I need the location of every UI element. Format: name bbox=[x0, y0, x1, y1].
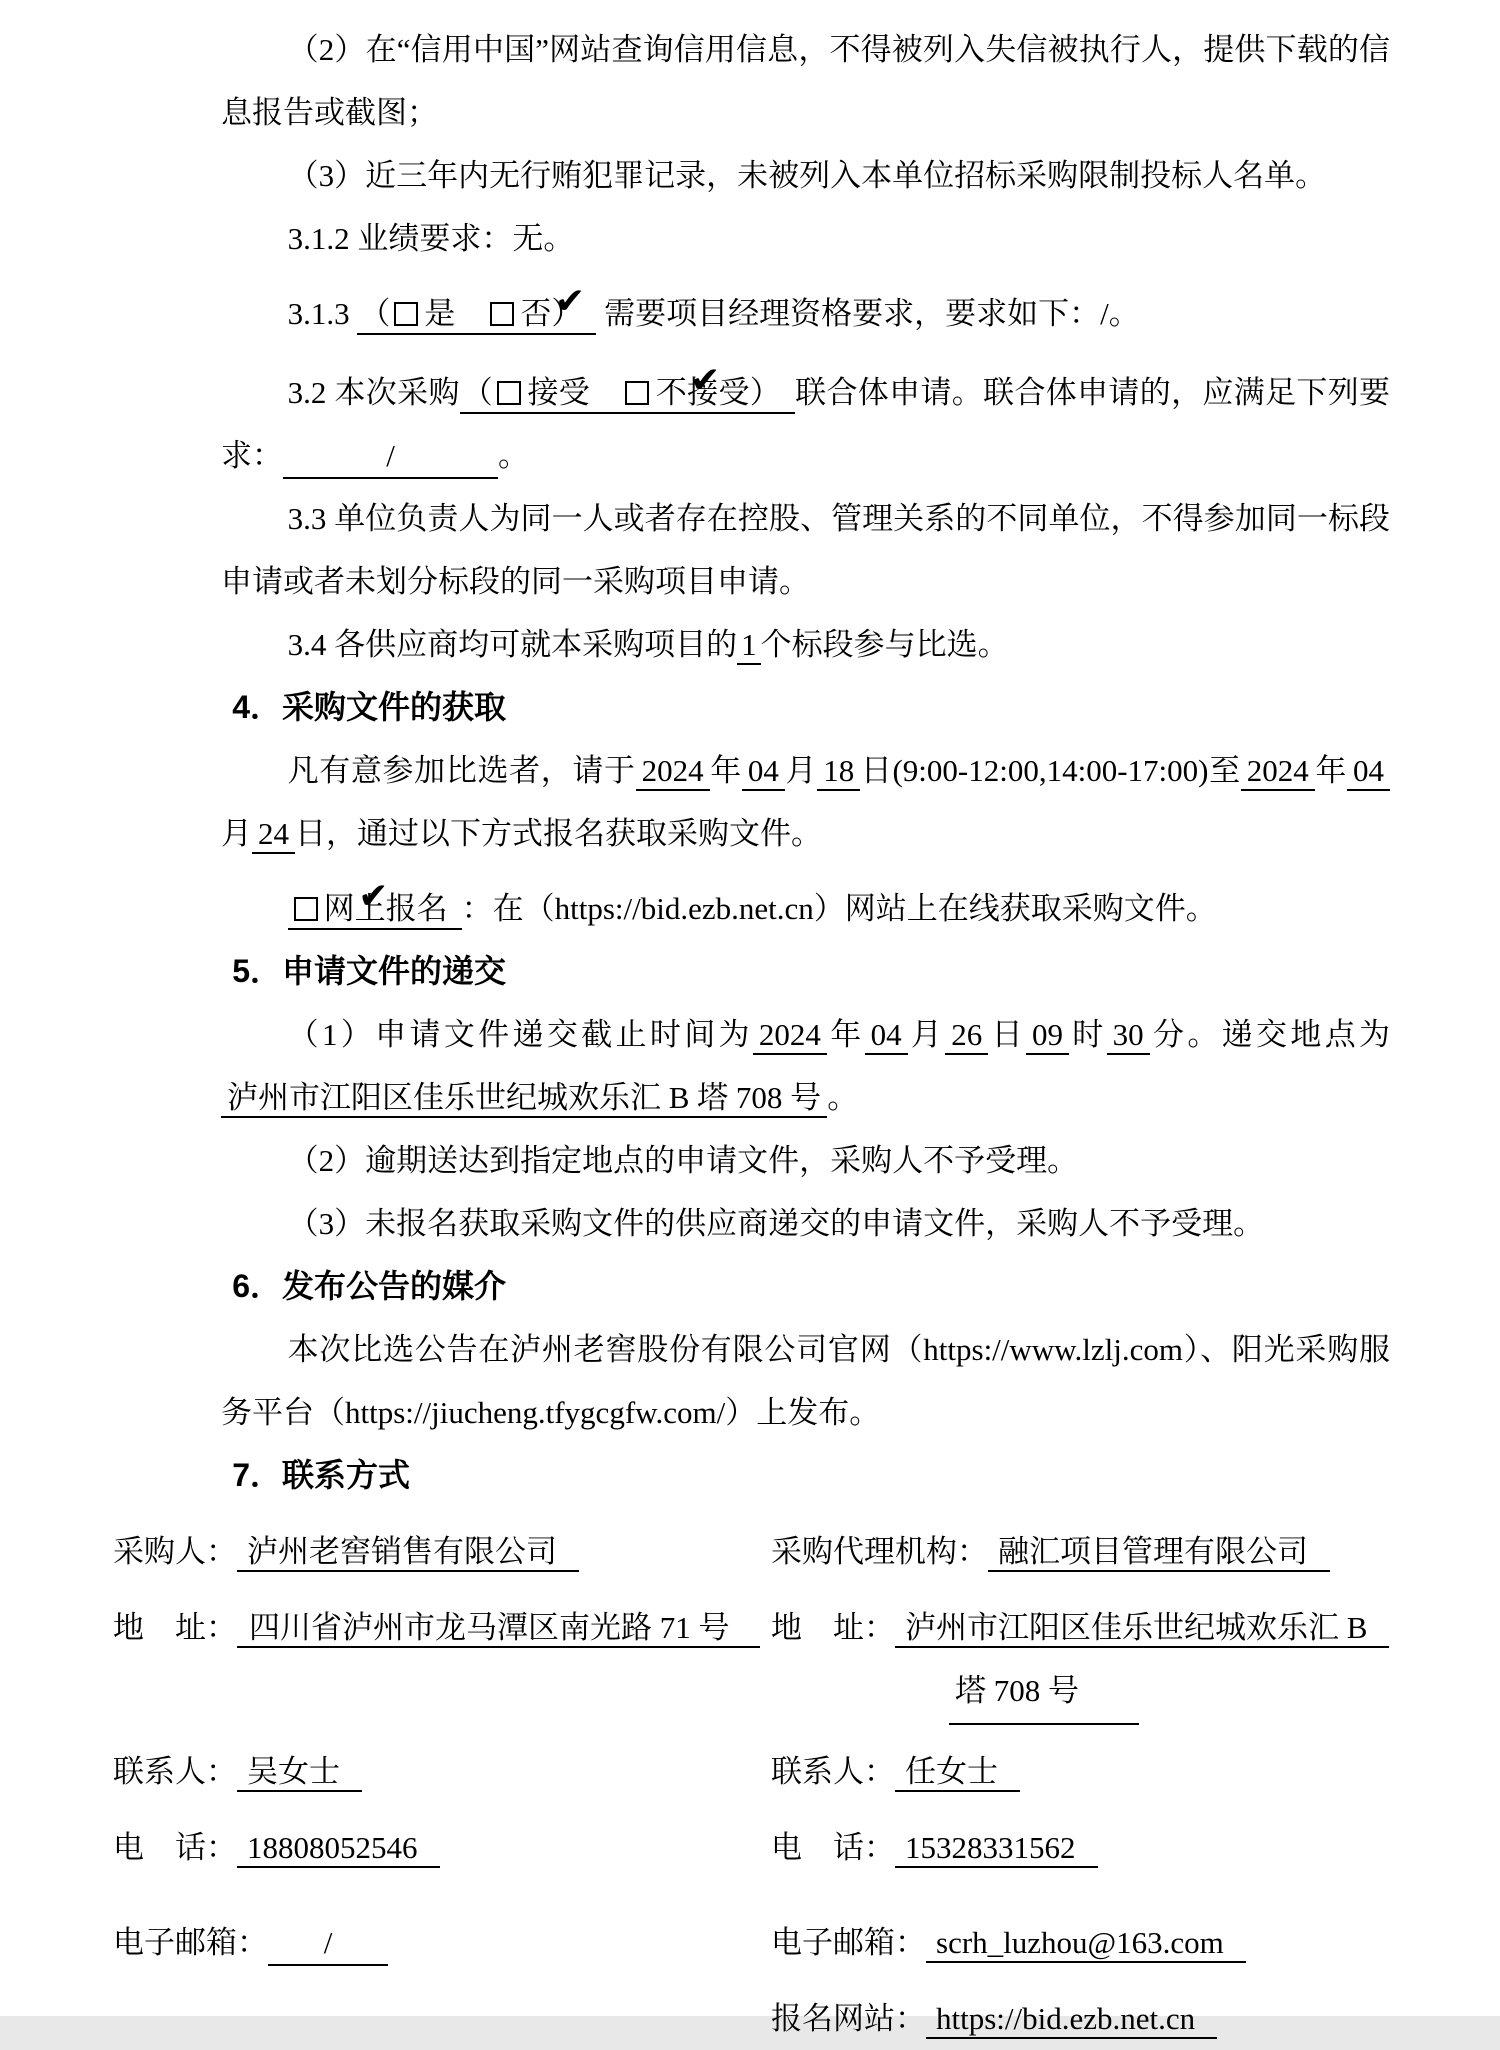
hour-underlined: 09 bbox=[1026, 1017, 1069, 1055]
paragraph-announcement-media bbox=[221, 1318, 1390, 1444]
agency-value: 融汇项目管理有限公司 bbox=[988, 1534, 1330, 1572]
paragraph-late-submission bbox=[221, 1129, 1390, 1192]
agency-phone-field bbox=[771, 1816, 1390, 1879]
phone-label: 电 话： bbox=[113, 1830, 237, 1865]
online-signup-underlined bbox=[288, 891, 462, 930]
year-underlined: 2024 bbox=[753, 1017, 827, 1055]
paragraph-3-2 bbox=[221, 361, 1390, 487]
checkbox-unchecked-icon bbox=[394, 302, 418, 326]
text-run: 年 bbox=[826, 1017, 865, 1052]
contact-row-organizations bbox=[113, 1520, 1390, 1583]
contact-row-addresses bbox=[113, 1596, 1390, 1725]
text-run: 日，通过以下方式报名获取采购文件。 bbox=[295, 816, 822, 851]
paragraph-text: （3）未报名获取采购文件的供应商递交的申请文件，采购人不予受理。 bbox=[287, 1206, 1265, 1241]
accept-option-label: 接受 bbox=[527, 375, 591, 410]
signup-site-value: https://bid.ezb.net.cn bbox=[926, 2001, 1217, 2039]
signup-site-field bbox=[771, 1987, 1390, 2050]
paragraph-3-4 bbox=[221, 613, 1390, 676]
buyer-address-value: 四川省泸州市龙马潭区南光路 71 号 bbox=[237, 1610, 760, 1648]
signup-site-label: 报名网站： bbox=[771, 2001, 926, 2036]
paragraph-3-1-3 bbox=[221, 282, 1390, 345]
contact-person-label: 联系人： bbox=[113, 1754, 237, 1789]
buyer-email-field bbox=[113, 1911, 771, 1974]
phone-label: 电 话： bbox=[771, 1830, 895, 1865]
text-run: 凡有意参加比选者，请于 bbox=[287, 753, 636, 788]
checkbox-checked-icon bbox=[294, 897, 318, 921]
month-underlined: 04 bbox=[742, 753, 785, 791]
buyer-email-blank: / bbox=[268, 1921, 388, 1966]
contact-person-label: 联系人： bbox=[771, 1754, 895, 1789]
reject-option-label: 不接受） bbox=[655, 375, 782, 410]
text-run: 月 bbox=[221, 816, 252, 851]
clause-text: 联合体申请。联合体申请的，应满足下列要求： bbox=[221, 375, 1391, 473]
year-underlined: 2024 bbox=[636, 753, 710, 791]
checkbox-checked-icon bbox=[490, 302, 514, 326]
buyer-label: 采购人： bbox=[113, 1534, 237, 1569]
agency-contact-field bbox=[771, 1740, 1390, 1803]
accept-reject-choice-group bbox=[460, 375, 795, 414]
no-option-label: 否） bbox=[520, 296, 583, 331]
text-run: 月 bbox=[784, 753, 818, 788]
agency-contact-value: 任女士 bbox=[895, 1754, 1020, 1792]
minute-underlined: 30 bbox=[1107, 1017, 1150, 1055]
email-label: 电子邮箱： bbox=[113, 1925, 268, 1960]
contact-row-persons bbox=[113, 1740, 1390, 1803]
blank-fill-slash: / bbox=[283, 434, 498, 479]
buyer-phone-field bbox=[113, 1816, 771, 1879]
text-run: 时 bbox=[1068, 1017, 1107, 1052]
clause-lead: 3.4 各供应商均可就本采购项目的 bbox=[287, 627, 738, 662]
contact-row-emails bbox=[113, 1911, 1390, 1974]
email-label: 电子邮箱： bbox=[771, 1925, 926, 1960]
section-heading-4: 4．采购文件的获取 bbox=[232, 689, 506, 725]
day-underlined: 18 bbox=[817, 753, 860, 791]
month-underlined: 04 bbox=[865, 1017, 908, 1055]
paragraph-submission-deadline bbox=[221, 1003, 1390, 1129]
agency-address-line1: 泸州市江阳区佳乐世纪城欢乐汇 B bbox=[895, 1610, 1389, 1648]
contact-row-signup-site bbox=[113, 1987, 1390, 2050]
address-label: 地 址： bbox=[771, 1610, 895, 1645]
text-run: 月 bbox=[907, 1017, 946, 1052]
day-underlined: 26 bbox=[945, 1017, 988, 1055]
paragraph-text: （2）逾期送达到指定地点的申请文件，采购人不予受理。 bbox=[287, 1143, 1079, 1178]
paragraph-text: 本次比选公告在泸州老窖股份有限公司官网（https://www.lzlj.com）、阳光采购服务平台（https://jiucheng.tfygcgfw.com/）上发布。 bbox=[221, 1332, 1390, 1430]
paragraph-no-bribery bbox=[221, 144, 1390, 207]
contact-info-section bbox=[113, 1520, 1390, 2050]
text-run: 年 bbox=[709, 753, 742, 788]
clause-tail: 个标段参与比选。 bbox=[760, 627, 1009, 662]
yes-option-label: 是 bbox=[424, 296, 456, 331]
online-signup-label: 网上报名 bbox=[323, 891, 448, 926]
paragraph-text: （3）近三年内无行贿犯罪记录，未被列入本单位招标采购限制投标人名单。 bbox=[287, 158, 1327, 193]
paragraph-3-3 bbox=[221, 487, 1390, 613]
paragraph-text: （2）在“信用中国”网站查询信用信息，不得被列入失信被执行人，提供下载的信息报告或截图； bbox=[221, 32, 1390, 130]
text-run: 日 bbox=[988, 1017, 1026, 1052]
month-underlined: 04 bbox=[1347, 753, 1390, 791]
section-heading-7: 7．联系方式 bbox=[232, 1457, 410, 1493]
section-heading-5: 5．申请文件的递交 bbox=[232, 953, 506, 989]
lot-count-underlined: 1 bbox=[737, 627, 761, 665]
day-underlined: 24 bbox=[252, 816, 295, 854]
checkbox-checked-icon bbox=[625, 381, 649, 405]
clause-number: 3.1.3 bbox=[287, 296, 350, 331]
agency-email-value: scrh_luzhou@163.com bbox=[926, 1925, 1246, 1963]
buyer-field bbox=[113, 1520, 771, 1583]
paragraph-text: 3.3 单位负责人为同一人或者存在控股、管理关系的不同单位，不得参加同一标段申请或者未划分标段的同一采购项目申请。 bbox=[221, 501, 1390, 599]
paragraph-3-1-2 bbox=[221, 207, 1390, 270]
yes-no-choice-group bbox=[357, 296, 596, 335]
agency-email-field bbox=[771, 1911, 1390, 1974]
paragraph-text: 3.1.2 业绩要求：无。 bbox=[287, 221, 575, 256]
buyer-contact-field bbox=[113, 1740, 771, 1803]
buyer-phone-value: 18808052546 bbox=[237, 1830, 440, 1868]
agency-address-line2: 塔 708 号 bbox=[949, 1659, 1139, 1725]
agency-phone-value: 15328331562 bbox=[895, 1830, 1098, 1868]
buyer-address-field bbox=[113, 1596, 771, 1659]
paragraph-credit-china bbox=[221, 18, 1390, 144]
text-run: 。 bbox=[827, 1080, 859, 1115]
section-heading-6: 6．发布公告的媒介 bbox=[232, 1268, 506, 1304]
agency-label: 采购代理机构： bbox=[771, 1534, 988, 1569]
text-run: 日(9:00-12:00,14:00-17:00)至 bbox=[860, 753, 1241, 788]
paragraph-online-signup bbox=[221, 877, 1390, 940]
paragraph-obtain-documents bbox=[221, 739, 1390, 865]
text-run: 年 bbox=[1314, 753, 1348, 788]
clause-lead: 3.2 本次采购 bbox=[287, 375, 460, 410]
agency-address-field bbox=[771, 1596, 1390, 1725]
open-paren: （ bbox=[359, 296, 391, 331]
online-signup-text: ：在（https://bid.ezb.net.cn）网站上在线获取采购文件。 bbox=[461, 891, 1217, 926]
checkbox-unchecked-icon bbox=[497, 381, 521, 405]
paragraph-unregistered-supplier bbox=[221, 1192, 1390, 1255]
clause-text: 需要项目经理资格要求，要求如下：/。 bbox=[604, 296, 1140, 331]
buyer-value: 泸州老窖销售有限公司 bbox=[237, 1534, 579, 1572]
address-label: 地 址： bbox=[113, 1610, 237, 1645]
contact-row-phones bbox=[113, 1816, 1390, 1879]
open-paren: （ bbox=[461, 375, 494, 410]
buyer-contact-value: 吴女士 bbox=[237, 1754, 362, 1792]
text-run: 分。递交地点为 bbox=[1149, 1017, 1391, 1052]
clause-tail: 。 bbox=[498, 438, 529, 473]
year-underlined: 2024 bbox=[1241, 753, 1315, 791]
submission-place-underlined: 泸州市江阳区佳乐世纪城欢乐汇 B 塔 708 号 bbox=[221, 1080, 827, 1118]
agency-field bbox=[771, 1520, 1390, 1583]
text-run: （1）申请文件递交截止时间为 bbox=[287, 1017, 753, 1052]
document-body bbox=[221, 18, 1390, 1507]
